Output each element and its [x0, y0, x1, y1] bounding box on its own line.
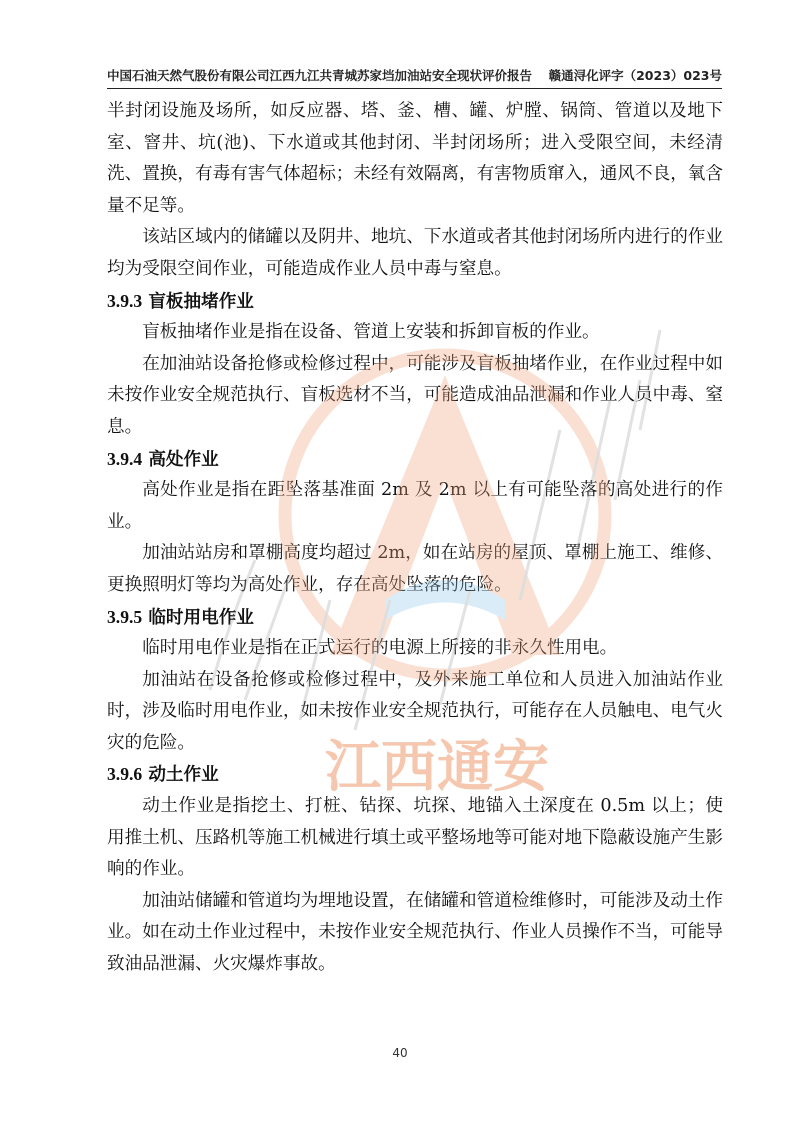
section-heading-3-9-5 — [107, 602, 723, 634]
page-number: 40 — [392, 1046, 408, 1060]
paragraph: 动土作业是指挖土、打桩、钻探、坑探、地锚入土深度在 0.5m 以上；使用推土机、压路机等施工机械进行填土或平整场地等可能对地下隐蔽设施产生影响的作业。 — [107, 796, 723, 880]
section-title: 动土作业 — [148, 764, 219, 786]
section-number: 3.9.6 — [107, 764, 143, 785]
page-header — [107, 62, 722, 89]
section-number: 3.9.5 — [107, 606, 143, 627]
section-heading-3-9-3 — [107, 286, 723, 318]
document-body — [107, 96, 723, 981]
paragraph: 加油站站房和罩棚高度均超过 2m，如在站房的屋顶、罩棚上施工、维修、更换照明灯等均为高处作业，存在高处坠落的危险。 — [107, 543, 723, 595]
section-title: 高处作业 — [148, 448, 219, 470]
watermark-brand-text: 江西通安 — [325, 735, 549, 800]
paragraph: 加油站储罐和管道均为埋地设置，在储罐和管道检维修时，可能涉及动土作业。如在动土作业过程中，未按作业安全规范执行、作业人员操作不当，可能导致油品泄漏、火灾爆炸事故。 — [107, 890, 723, 975]
section-number: 3.9.4 — [107, 448, 143, 469]
section-heading-3-9-6 — [107, 759, 723, 791]
paragraph: 该站区域内的储罐以及阴井、地坑、下水道或者其他封闭场所内进行的作业均为受限空间作业，可能造成作业人员中毒与窒息。 — [107, 227, 723, 279]
paragraph: 加油站在设备抢修或检修过程中，及外来施工单位和人员进入加油站作业时，涉及临时用电作业，如未按作业安全规范执行，可能存在人员触电、电气火灾的危险。 — [107, 669, 723, 753]
section-number: 3.9.3 — [107, 290, 143, 311]
paragraph: 高处作业是指在距坠落基准面 2m 及 2m 以上有可能坠落的高处进行的作业。 — [107, 480, 723, 532]
paragraph: 临时用电作业是指在正式运行的电源上所接的非永久性用电。 — [142, 638, 618, 659]
section-heading-3-9-4 — [107, 444, 723, 476]
header-report-title: 中国石油天然气股份有限公司江西九江共青城苏家垱加油站安全现状评价报告 — [107, 68, 533, 83]
paragraph: 半封闭设施及场所，如反应器、塔、釜、槽、罐、炉膛、锅筒、管道以及地下室、窨井、坑(池)、下水道或其他封闭、半封闭场所；进入受限空间，未经清洗、置换，有毒有害气体超标；未经有效隔离，有害物质窜入，通风不良，氧含量不足等。 — [107, 101, 723, 216]
paragraph: 在加油站设备抢修或检修过程中，可能涉及盲板抽堵作业，在作业过程中如未按作业安全规范执行、盲板选材不当，可能造成油品泄漏和作业人员中毒、窒息。 — [107, 353, 723, 437]
section-title: 盲板抽堵作业 — [148, 290, 254, 312]
section-title: 临时用电作业 — [148, 606, 254, 628]
header-report-number: 赣通浔化评字（2023）023号 — [548, 68, 722, 83]
paragraph: 盲板抽堵作业是指在设备、管道上安装和拆卸盲板的作业。 — [142, 322, 600, 343]
